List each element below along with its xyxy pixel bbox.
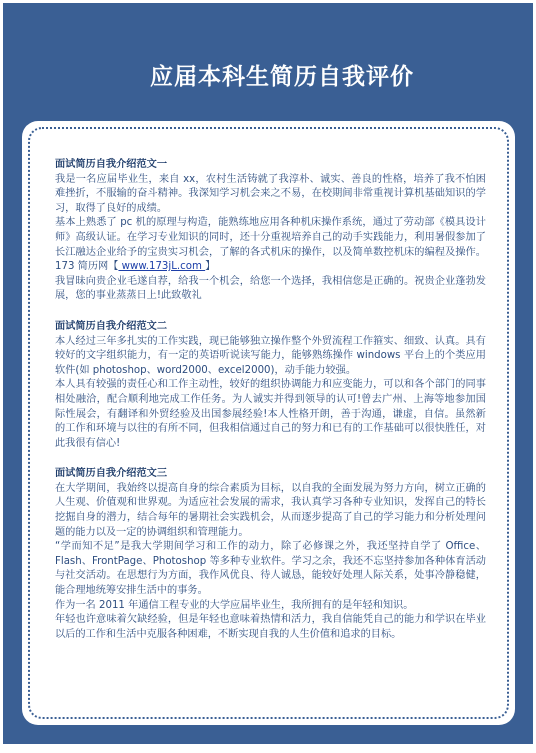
article-body [55,158,486,642]
website-link[interactable]: www.173jL.com [118,261,206,273]
paragraph: 在大学期间，我始终以提高自身的综合素质为目标，以自我的全面发展为努力方向，树立正确的人生观、价值观和世界观。为适应社会发展的需求，我认真学习各种专业知识，发挥自己的特长挖掘自身的潜力，结合每年的暑期社会实践机会，从而逐步提高了自己的学习能力和分析处理问题的能力以及一定的协调组织和管理能力。 [55,482,486,538]
paragraph: 本人具有较强的责任心和工作主动性，较好的组织协调能力和应变能力，可以和各个部门的同事相处融洽，配合顺利地完成工作任务。为人诚实并得到领导的认可!曾去广州、上海等地参加国际性展会，有翻译和外贸经验及出国参展经验!本人性格开朗，善于沟通，谦虚，自信。虽然新的工作和环境与以往的有所不同，但我相信通过自己的努力和已有的工作基础可以很快胜任，对此我很有信心! [55,379,486,449]
paragraph: 我冒昧向贵企业毛遂自荐，给我一个机会，给您一个选择，我相信您是正确的。祝贵企业蓬勃发展，您的事业蒸蒸日上!此致敬礼 [55,275,486,302]
page-title: 应届本科生简历自我评价 [150,64,414,90]
section-gap [55,304,486,320]
paragraph-text: 基本上熟悉了 pc 机的原理与构造，能熟练地应用各种机床操作系统，通过了劳动部《模具设计师》高级认证。在学习专业知识的同时，还十分重视培养自己的动手实践能力，利用暑假参加了长江融达企业给予的宝贵实习机会，了解的各式机床的操作，以及简单数控机床的编程及操作。173 简历网【 [55,217,486,273]
paragraph: 本人经过三年多扎实的工作实践，现已能够独立操作整个外贸流程工作箍实、细致、认真。具有较好的文字组织能力，有一定的英语听说读写能力，能够熟练操作 windows 平台上的个类应用软件(如 photoshop、word2000、excel2000)，动手能力较强。 [55,335,486,376]
paragraph: 我是一名应届毕业生，来自 xx，农村生活铸就了我淳朴、诚实、善良的性格，培养了我不怕困难挫折，不服输的奋斗精神。我深知学习机会来之不易，在校期间非常重视计算机基础知识的学习，取得了良好的成绩。 [55,173,486,214]
paragraph: 作为一名 2011 年通信工程专业的大学应届毕业生，我所拥有的是年轻和知识。 [55,599,414,611]
section-heading: 面试简历自我介绍范文三 [55,468,168,480]
section-gap [55,451,486,467]
section-heading: 面试简历自我介绍范文一 [55,159,168,170]
paragraph: 年轻也许意味着欠缺经验，但是年轻也意味着热情和活力，我自信能凭自己的能力和学识在毕业以后的工作和生活中克服各种困难，不断实现自我的人生价值和追求的目标。 [55,614,486,640]
section-heading: 面试简历自我介绍范文二 [55,320,168,332]
bracket-close: 】 [205,261,216,273]
paragraph-with-link [55,216,486,274]
paragraph: “学而知不足”是我大学期间学习和工作的动力，除了必修课之外，我还坚持自学了 Office、Flash、FrontPage、Photoshop 等多种专业软件。学习之余，我还不忘坚持参加各种体育活动与社交活动。在思想行为方面，我作风优良、待人诚恳，能较好处理人际关系，处事冷静稳健，能合理地统筹安排生活中的事务。 [55,541,486,597]
